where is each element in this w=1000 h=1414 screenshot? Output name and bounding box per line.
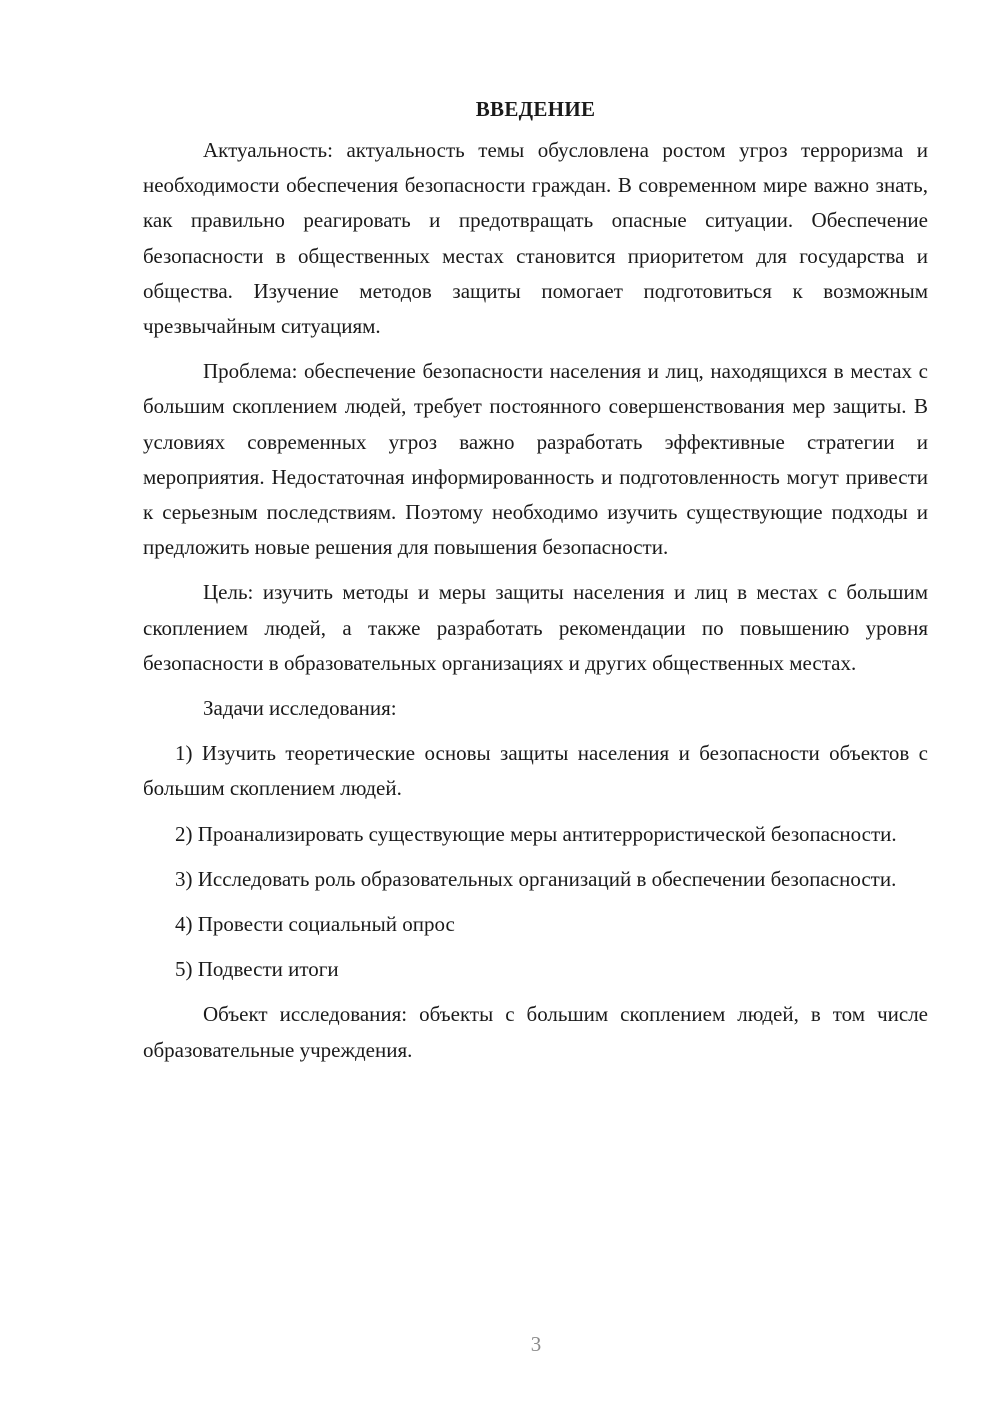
task-item-2: 2) Проанализировать существующие меры антитеррористической безопасности. <box>175 821 897 846</box>
tasks-heading: Задачи исследования: <box>203 696 397 721</box>
task-item-4: 4) Провести социальный опрос <box>175 912 455 937</box>
paragraph-problem: Проблема: обеспечение безопасности населения и лиц, находящихся в местах с большим скоплением людей, требует постоянного совершенствования мер защиты. В условиях современных угроз важно разработать эффективные стратегии и мероприятия. Недостаточная информированность и подготовленность могут привести к серьезным последствиям. Поэтому необходимо изучить существующие подходы и предложить новые решения для повышения безопасности. <box>143 359 928 560</box>
task-item-1: 1) Изучить теоретические основы защиты населения и безопасности объектов с большим скоплением людей. <box>143 741 928 801</box>
task-item-5: 5) Подвести итоги <box>175 957 339 982</box>
task-item-3: 3) Исследовать роль образовательных организаций в обеспечении безопасности. <box>175 866 897 891</box>
paragraph-object: Объект исследования: объекты с большим скоплением людей, в том числе образовательные учреждения. <box>143 1002 928 1062</box>
document-page <box>143 92 928 1078</box>
section-title: ВВЕДЕНИЕ <box>475 97 596 121</box>
paragraph-relevance: Актуальность: актуальность темы обусловлена ростом угроз терроризма и необходимости обеспечения безопасности граждан. В современном мире важно знать, как правильно реагировать и предотвращать опасные ситуации. Обеспечение безопасности в общественных местах становится приоритетом для государства и общества. Изучение методов защиты помогает подготовиться к возможным чрезвычайным ситуациям. <box>143 138 928 339</box>
paragraph-goal: Цель: изучить методы и меры защиты населения и лиц в местах с большим скоплением людей, а также разработать рекомендации по повышению уровня безопасности в образовательных организациях и других общественных местах. <box>143 580 928 675</box>
page-number: 3 <box>530 1332 542 1356</box>
